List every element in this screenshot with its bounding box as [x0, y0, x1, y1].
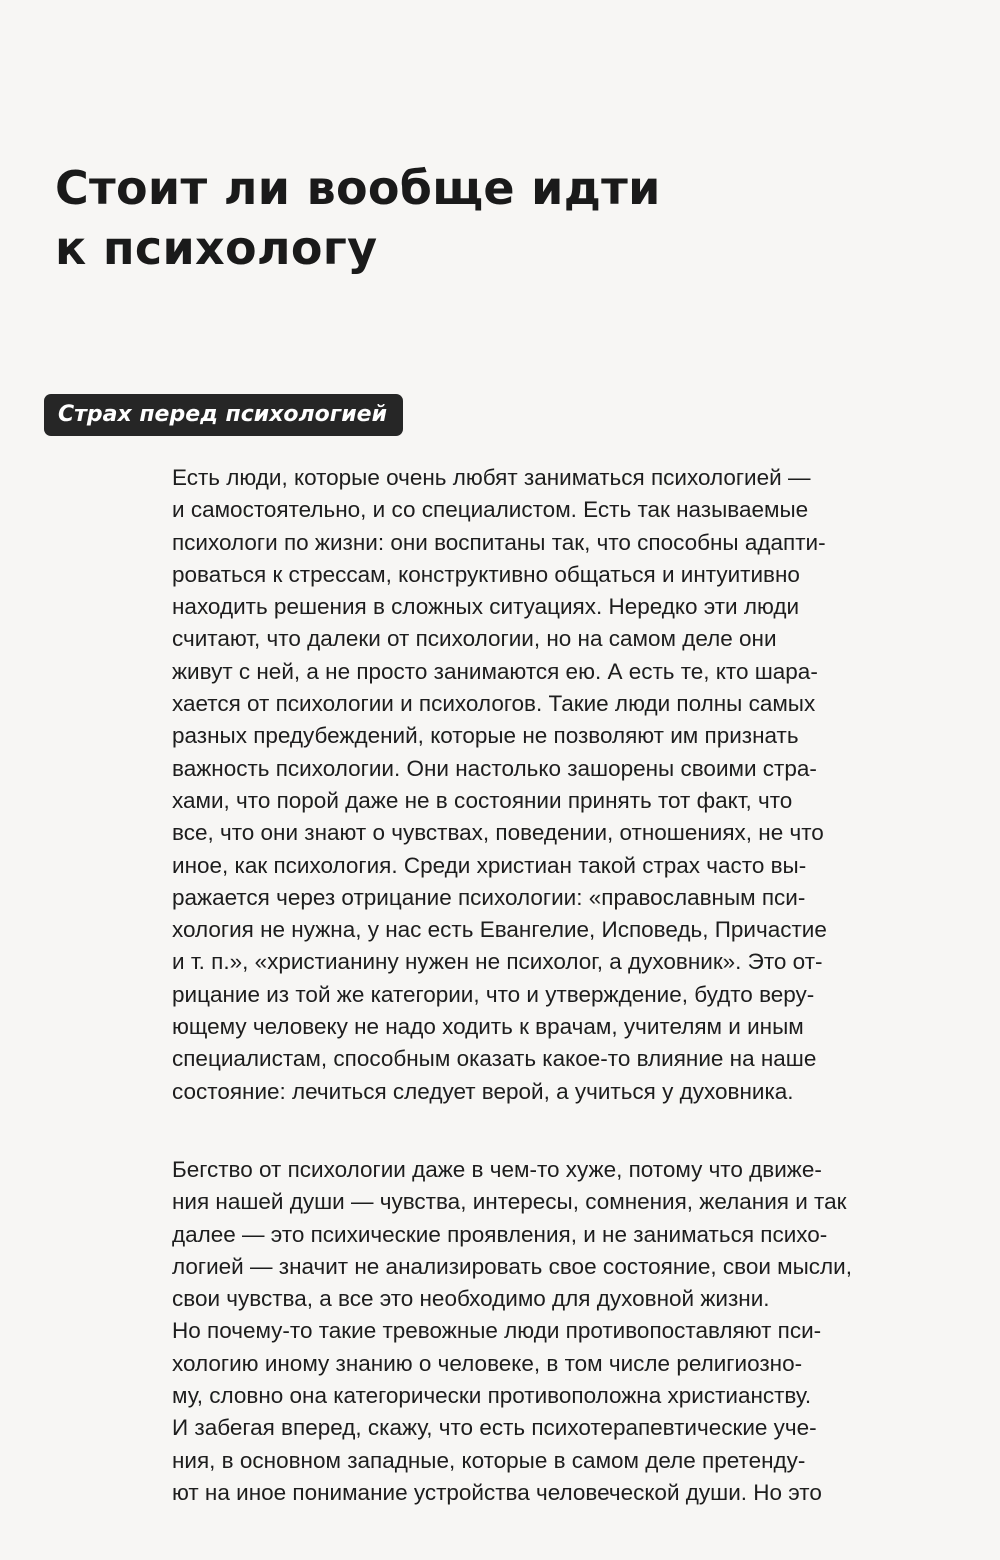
chapter-title-line-2: к психологу	[55, 221, 378, 275]
text-line: важность психологии. Они настолько зашорены своими стра-	[172, 755, 817, 781]
text-line: свои чувства, а все это необходимо для духовной жизни.	[172, 1286, 770, 1312]
text-line: хается от психологии и психологов. Такие люди полны самых	[172, 691, 816, 717]
text-line: Бегство от психологии даже в чем-то хуже, потому что движе-	[172, 1157, 822, 1182]
text-line: хологию иному знанию о человеке, в том числе религиозно-	[172, 1350, 803, 1376]
text-line: рицание из той же категории, что и утверждение, будто веру-	[172, 981, 815, 1007]
text-line: живут с ней, а не просто занимаются ею. А есть те, кто шара-	[172, 658, 818, 684]
paragraph-2	[172, 1154, 972, 1509]
text-line: психологи по жизни: они воспитаны так, что способны адапти-	[172, 529, 826, 555]
text-line: ющему человеку не надо ходить к врачам, учителям и иным	[172, 1014, 804, 1040]
section-heading-badge: Страх перед психологией	[44, 394, 403, 436]
text-line: специалистам, способным оказать какое-то влияние на наше	[172, 1046, 817, 1072]
text-line: разных предубеждений, которые не позволяют им признать	[172, 723, 799, 749]
text-line: ния, в основном западные, которые в самом деле претенду-	[172, 1447, 806, 1473]
text-line: му, словно она категорически противоположна христианству.	[172, 1383, 812, 1409]
chapter-title-line-1: Стоит ли вообще идти	[55, 161, 661, 215]
text-line: И забегая вперед, скажу, что есть психотерапевтические уче-	[172, 1415, 817, 1441]
chapter-title	[55, 158, 815, 278]
text-line: все, что они знают о чувствах, поведении, отношениях, не что	[172, 820, 824, 846]
text-line: Есть люди, которые очень любят заниматься психологией —	[172, 465, 811, 490]
text-line: роваться к стрессам, конструктивно общаться и интуитивно	[172, 561, 800, 587]
text-line: ния нашей души — чувства, интересы, сомнения, желания и так	[172, 1189, 847, 1215]
text-line: находить решения в сложных ситуациях. Нередко эти люди	[172, 594, 800, 620]
text-line: далее — это психические проявления, и не заниматься психо-	[172, 1221, 828, 1247]
text-line: Но почему-то такие тревожные люди противопоставляют пси-	[172, 1318, 822, 1344]
text-line: считают, что далеки от психологии, но на самом деле они	[172, 626, 777, 652]
text-line: состояние: лечиться следует верой, а учиться у духовника.	[172, 1078, 794, 1104]
text-line: хология не нужна, у нас есть Евангелие, Исповедь, Причастие	[172, 917, 827, 943]
text-line: логией — значит не анализировать свое состояние, свои мысли,	[172, 1253, 852, 1279]
text-line: и самостоятельно, и со специалистом. Есть так называемые	[172, 497, 809, 523]
text-line: ют на иное понимание устройства человеческой души. Но это	[172, 1479, 822, 1505]
text-line: ражается через отрицание психологии: «православным пси-	[172, 884, 806, 910]
text-line: и т. п.», «христианину нужен не психолог, а духовник». Это от-	[172, 949, 823, 975]
text-line: хами, что порой даже не в состоянии принять тот факт, что	[172, 787, 793, 813]
paragraph-1	[172, 462, 972, 1108]
text-line: иное, как психология. Среди христиан такой страх часто вы-	[172, 852, 807, 878]
